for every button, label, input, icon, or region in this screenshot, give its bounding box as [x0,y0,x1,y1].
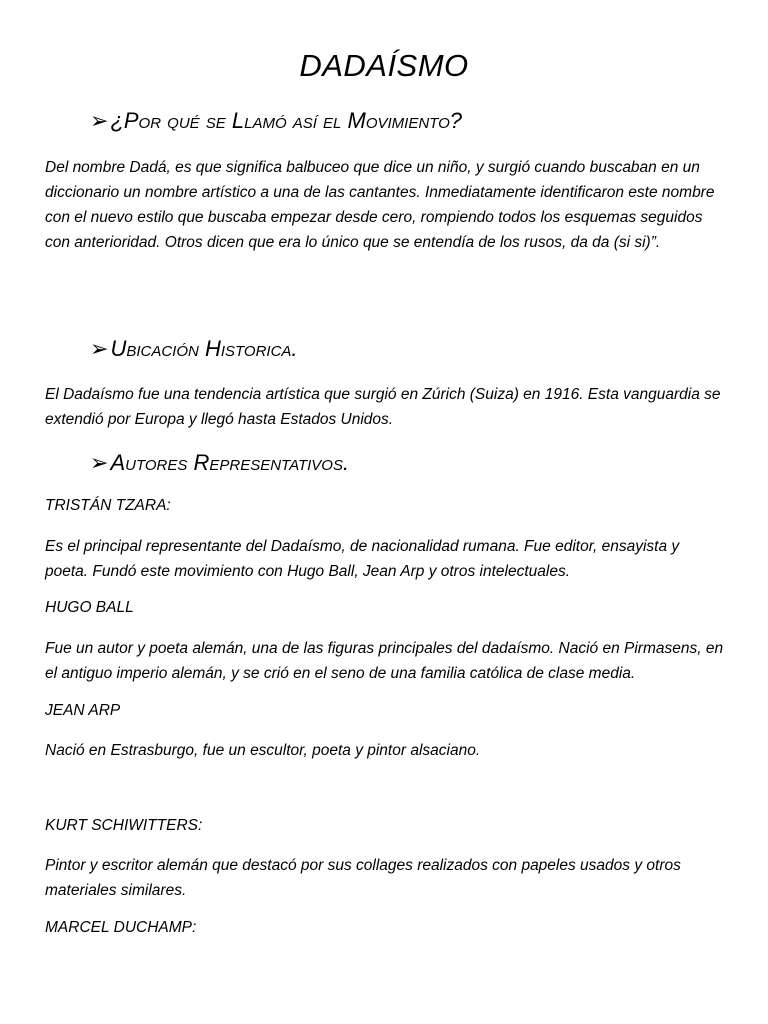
section-paragraph-location: El Dadaísmo fue una tendencia artística que surgió en Zúrich (Suiza) en 1916. Esta vanguardia se extendió por Europa y llegó hasta Estados Unidos. [45,386,721,428]
author-name-schwitters: KURT SCHIWITTERS: [45,817,203,834]
section-heading-authors [90,450,349,476]
author-name-duchamp: MARCEL DUCHAMP: [45,919,197,936]
arrow-bullet-icon: ➢ [90,108,109,133]
section-heading-text: ¿Por qué se Llamó así el Movimiento? [110,108,462,133]
page-title: DADAÍSMO [299,48,469,83]
section-paragraph-origin: Del nombre Dadá, es que significa balbuceo que dice un niño, y surgió cuando buscaban en un diccionario un nombre artístico a una de las cantantes. Inmediatamente identificaron este nombre con el nuevo estilo que buscaba empezar desde cero, rompiendo todos los esquemas seguidos con anterioridad. Otros dicen que era lo único que se entendía de los rusos, da da (si si)”. [45,159,715,251]
section-heading-origin [90,108,462,134]
section-heading-location [90,336,298,362]
author-description-ball: Fue un autor y poeta alemán, una de las figuras principales del dadaísmo. Nació en Pirmasens, en el antiguo imperio alemán, y se crió en el seno de una familia católica de clase media. [45,640,724,682]
author-description-schwitters: Pintor y escritor alemán que destacó por sus collages realizados con papeles usados y otros materiales similares. [45,857,681,899]
section-heading-text: Ubicación Historica. [110,336,298,361]
author-name-ball: HUGO BALL [45,599,134,616]
arrow-bullet-icon: ➢ [90,336,109,361]
author-description-tzara: Es el principal representante del Dadaísmo, de nacionalidad rumana. Fue editor, ensayista y poeta. Fundó este movimiento con Hugo Ball, Jean Arp y otros intelectuales. [45,538,680,580]
author-name-arp: JEAN ARP [45,702,121,719]
author-description-arp: Nació en Estrasburgo, fue un escultor, poeta y pintor alsaciano. [45,742,481,759]
author-name-tzara: TRISTÁN TZARA: [45,497,171,514]
section-heading-text: Autores Representativos. [110,450,350,475]
arrow-bullet-icon: ➢ [90,450,109,475]
